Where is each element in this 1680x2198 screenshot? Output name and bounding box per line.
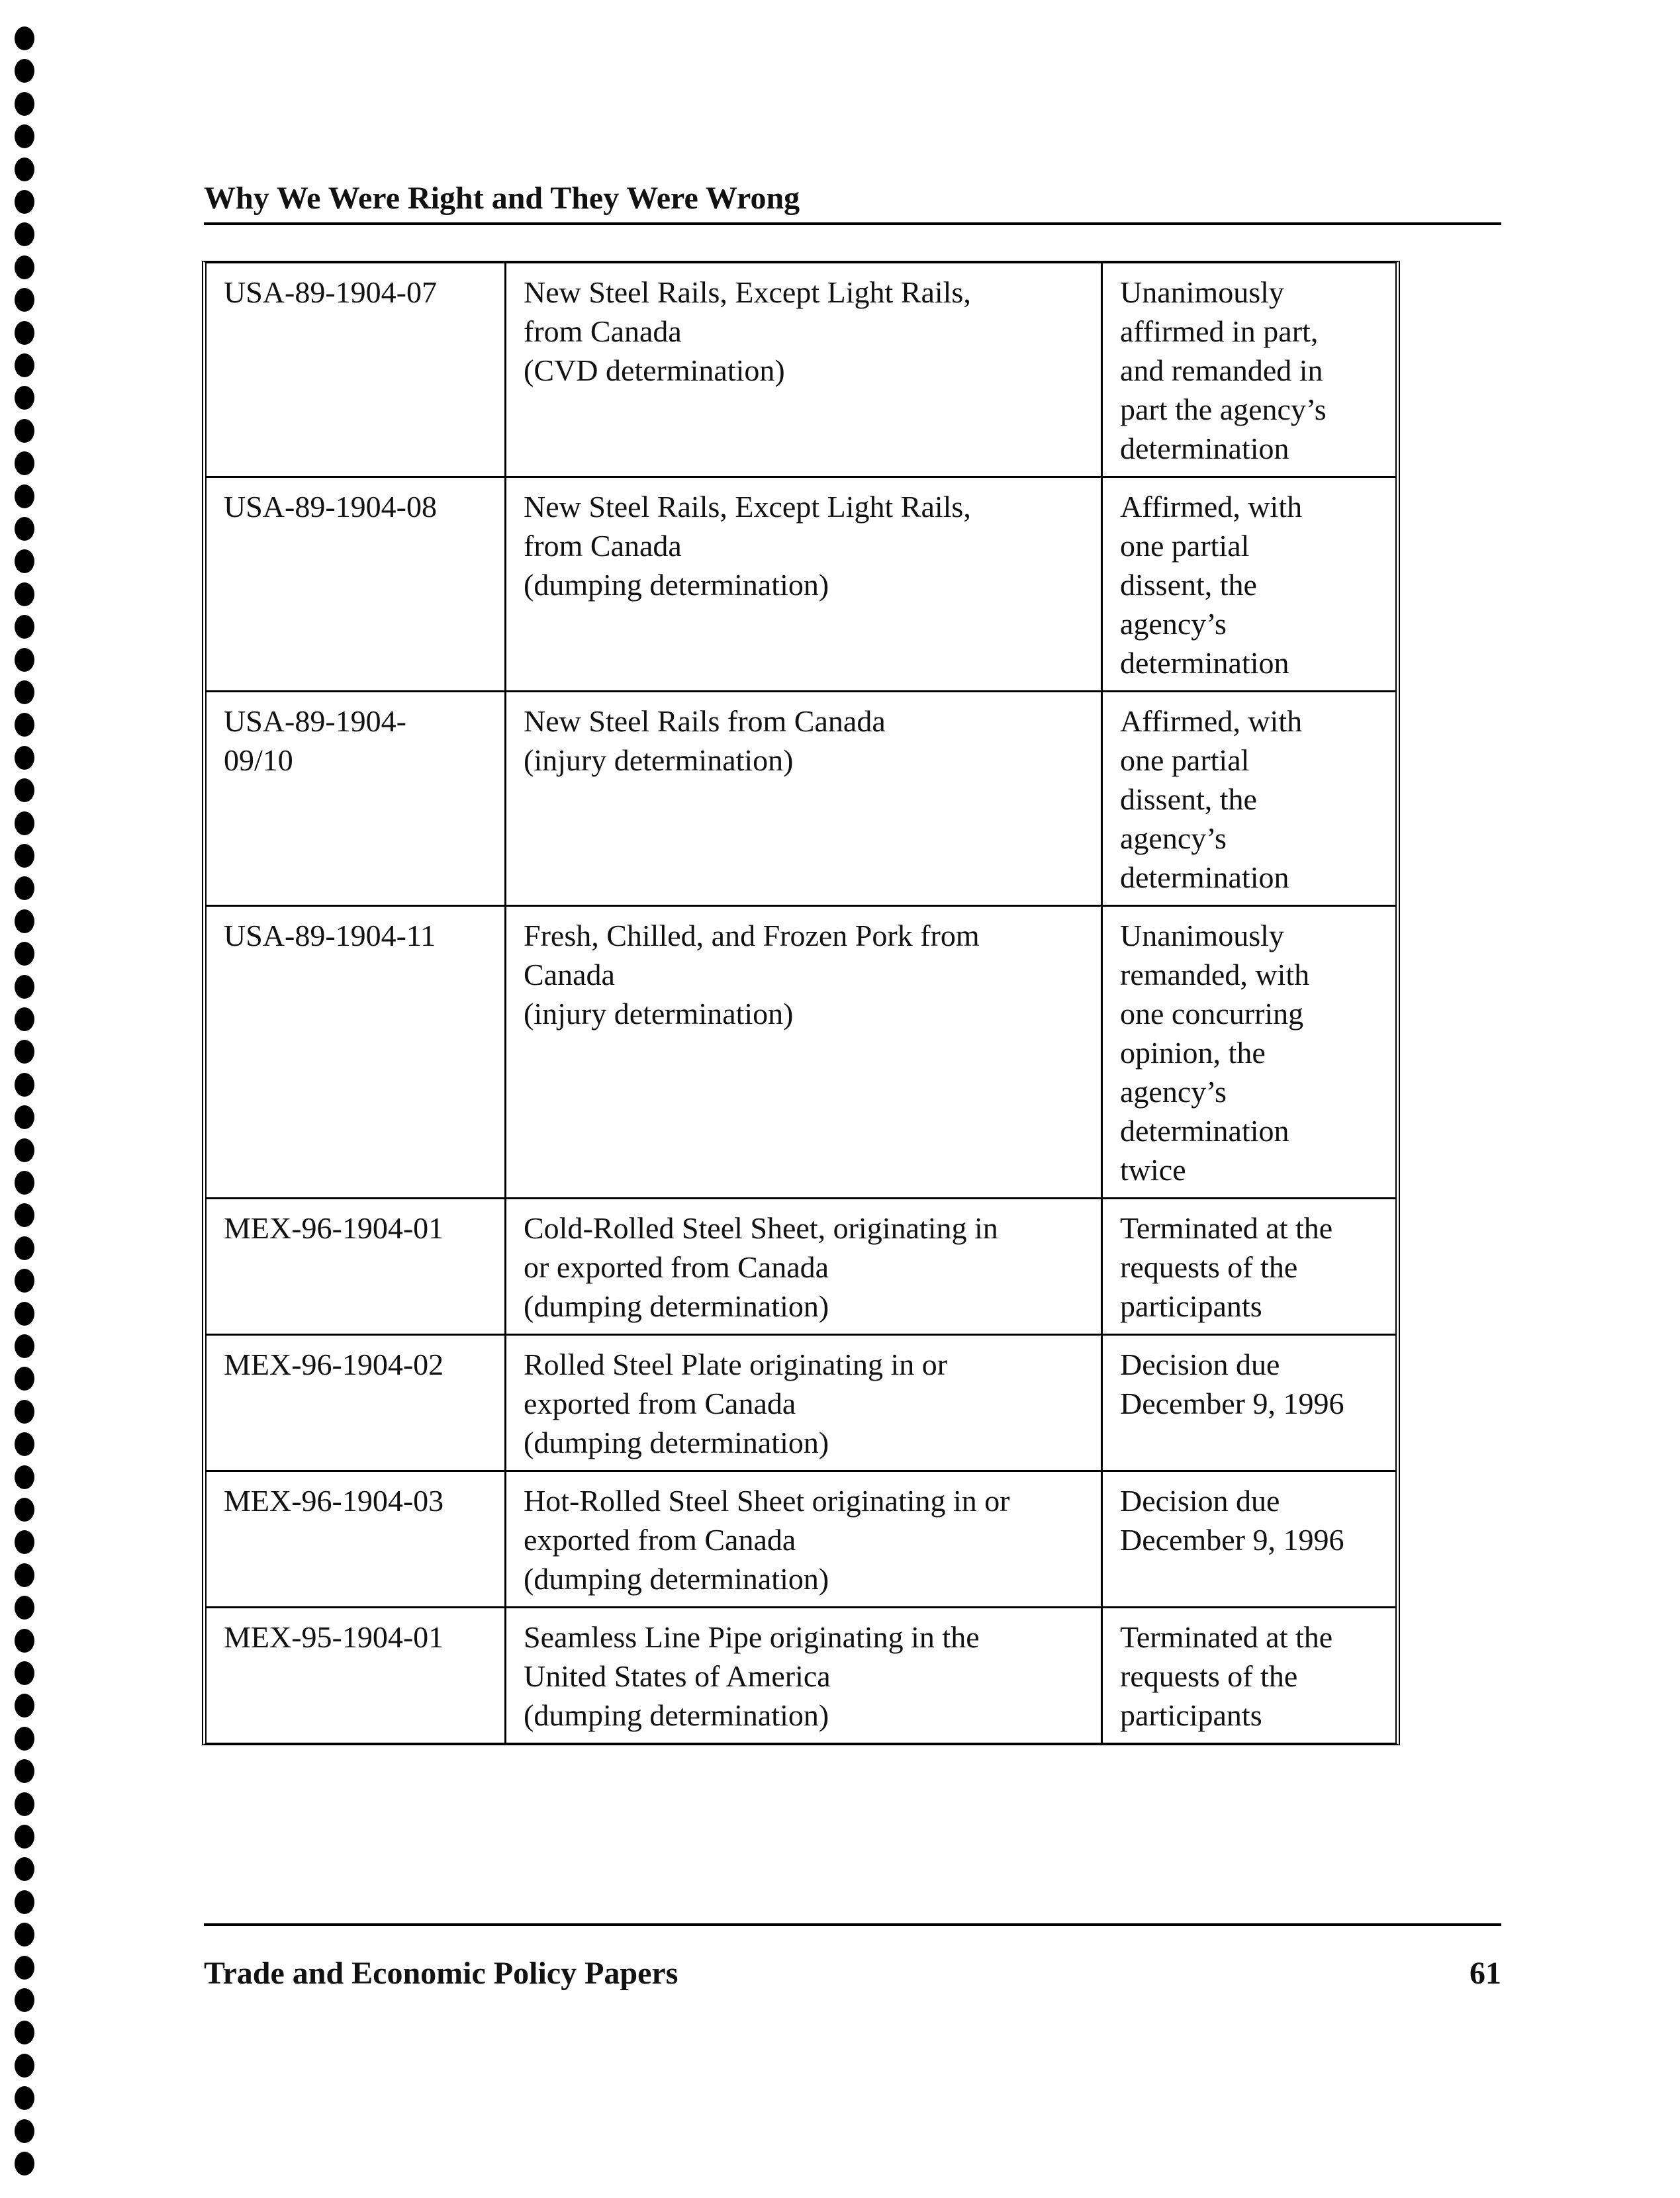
outcome-cell: Terminated at the requests of the participants — [1102, 1608, 1396, 1743]
binder-hole — [15, 1007, 34, 1031]
binder-hole — [15, 255, 34, 279]
binder-hole — [15, 549, 34, 573]
case-number-cell: MEX-96-1904-02 — [207, 1335, 506, 1471]
subject-cell: Fresh, Chilled, and Frozen Pork from Canada (injury determination) — [506, 906, 1102, 1199]
binder-hole — [15, 1040, 34, 1064]
case-number-cell: USA-89-1904-08 — [207, 477, 506, 692]
binder-hole — [15, 1857, 34, 1881]
table-row — [207, 1471, 1395, 1608]
binder-hole — [15, 1138, 34, 1162]
binder-hole — [15, 811, 34, 835]
subject-cell: Hot-Rolled Steel Sheet originating in or exported from Canada (dumping determination) — [506, 1471, 1102, 1608]
binder-hole — [15, 92, 34, 116]
outcome-cell: Unanimously affirmed in part, and remanded in part the agency’s determination — [1102, 263, 1396, 477]
case-number-cell: MEX-96-1904-01 — [207, 1199, 506, 1335]
running-header — [204, 180, 1501, 225]
outcome-cell: Affirmed, with one partial dissent, the agency’s determination — [1102, 477, 1396, 692]
binder-hole — [15, 713, 34, 737]
subject-cell: Seamless Line Pipe originating in the United States of America (dumping determination) — [506, 1608, 1102, 1743]
binder-hole — [15, 876, 34, 900]
table-body — [207, 263, 1395, 1743]
binder-hole — [15, 190, 34, 214]
table-row — [207, 692, 1395, 906]
case-number-cell: MEX-95-1904-01 — [207, 1608, 506, 1743]
binder-hole — [15, 2119, 34, 2143]
binder-hole — [15, 680, 34, 704]
binder-hole — [15, 1694, 34, 1717]
binder-hole — [15, 124, 34, 148]
binder-hole — [15, 1432, 34, 1456]
table-row — [207, 263, 1395, 477]
binder-hole — [15, 2021, 34, 2044]
binder-hole — [15, 1073, 34, 1097]
binder-hole — [15, 1236, 34, 1260]
subject-cell: New Steel Rails from Canada (injury determination) — [506, 692, 1102, 906]
binder-hole — [15, 222, 34, 246]
binder-hole — [15, 2152, 34, 2175]
subject-cell: New Steel Rails, Except Light Rails, from Canada (CVD determination) — [506, 263, 1102, 477]
binder-hole — [15, 1563, 34, 1587]
binder-hole — [15, 1596, 34, 1620]
table-row — [207, 1335, 1395, 1471]
binder-hole — [15, 59, 34, 83]
binder-hole — [15, 1759, 34, 1783]
page-number: 61 — [1470, 1956, 1501, 1991]
binder-hole — [15, 1661, 34, 1685]
running-footer — [204, 1923, 1501, 1992]
binder-hole — [15, 386, 34, 410]
binder-hole — [15, 1269, 34, 1293]
case-number-cell: MEX-96-1904-03 — [207, 1471, 506, 1608]
subject-cell: Cold-Rolled Steel Sheet, originating in or exported from Canada (dumping determination) — [506, 1199, 1102, 1335]
binder-hole — [15, 778, 34, 802]
publication-title: Trade and Economic Policy Papers — [204, 1956, 678, 1991]
case-number-cell: USA-89-1904-11 — [207, 906, 506, 1199]
subject-cell: New Steel Rails, Except Light Rails, from Canada (dumping determination) — [506, 477, 1102, 692]
binder-hole — [15, 1530, 34, 1554]
binder-hole — [15, 1465, 34, 1489]
binder-hole — [15, 648, 34, 672]
binder-hole — [15, 321, 34, 345]
binder-hole — [15, 844, 34, 868]
binder-hole — [15, 1203, 34, 1227]
outcome-cell: Affirmed, with one partial dissent, the agency’s determination — [1102, 692, 1396, 906]
binder-hole — [15, 484, 34, 508]
binder-hole — [15, 1956, 34, 1980]
binder-hole — [15, 1825, 34, 1849]
binder-hole — [15, 1105, 34, 1129]
binder-hole — [15, 1629, 34, 1653]
binder-hole — [15, 353, 34, 377]
outcome-cell: Unanimously remanded, with one concurring opinion, the agency’s determination twice — [1102, 906, 1396, 1199]
outcome-cell: Decision due December 9, 1996 — [1102, 1471, 1396, 1608]
cases-table — [207, 263, 1395, 1743]
table-row — [207, 906, 1395, 1199]
binder-hole — [15, 1498, 34, 1522]
table-row — [207, 1199, 1395, 1335]
binder-hole — [15, 158, 34, 181]
outcome-cell: Decision due December 9, 1996 — [1102, 1335, 1396, 1471]
binder-hole — [15, 451, 34, 475]
binder-hole — [15, 1171, 34, 1195]
binder-hole — [15, 1890, 34, 1914]
binder-hole — [15, 1792, 34, 1816]
case-number-cell: USA-89-1904-07 — [207, 263, 506, 477]
binder-hole — [15, 1727, 34, 1751]
table-row — [207, 477, 1395, 692]
binder-holes — [0, 0, 53, 2198]
binder-hole — [15, 2054, 34, 2078]
binder-hole — [15, 582, 34, 606]
binder-hole — [15, 615, 34, 639]
binder-hole — [15, 2086, 34, 2110]
subject-cell: Rolled Steel Plate originating in or exported from Canada (dumping determination) — [506, 1335, 1102, 1471]
binder-hole — [15, 1988, 34, 2012]
binder-hole — [15, 26, 34, 50]
binder-hole — [15, 1334, 34, 1358]
page-title: Why We Were Right and They Were Wrong — [204, 181, 800, 216]
binder-hole — [15, 942, 34, 966]
binder-hole — [15, 1400, 34, 1424]
panel-cases-table — [202, 261, 1400, 1745]
binder-hole — [15, 975, 34, 999]
table-row — [207, 1608, 1395, 1743]
binder-hole — [15, 419, 34, 443]
binder-hole — [15, 288, 34, 312]
binder-hole — [15, 909, 34, 933]
case-number-cell: USA-89-1904- 09/10 — [207, 692, 506, 906]
binder-hole — [15, 1367, 34, 1391]
binder-hole — [15, 1302, 34, 1326]
binder-hole — [15, 746, 34, 770]
binder-hole — [15, 517, 34, 541]
outcome-cell: Terminated at the requests of the participants — [1102, 1199, 1396, 1335]
binder-hole — [15, 1923, 34, 1946]
